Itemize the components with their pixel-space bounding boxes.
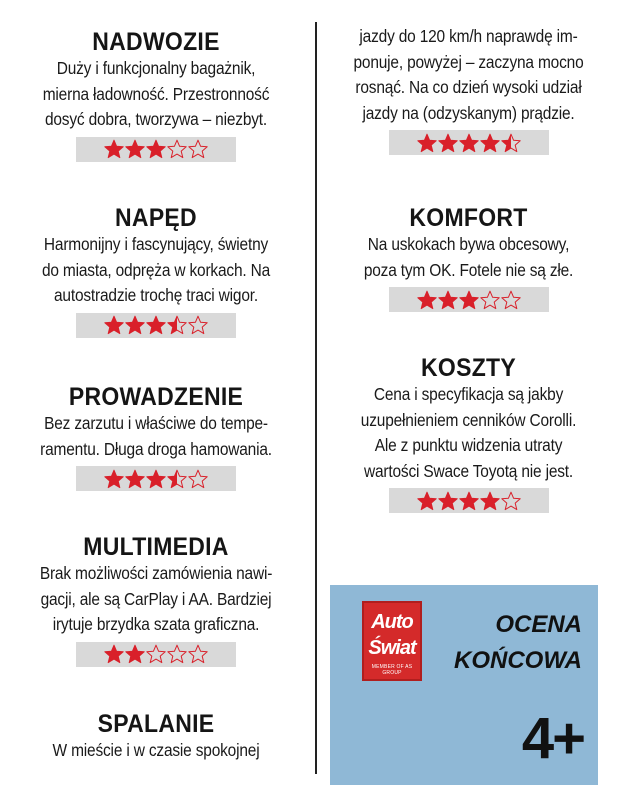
star-empty-icon [167, 139, 187, 159]
section-naped [0, 204, 312, 338]
star-rating [76, 466, 236, 491]
star-full-icon [438, 290, 458, 310]
logo-text: Świat [368, 637, 416, 659]
star-empty-icon [167, 644, 187, 664]
text-line: dosyć dobra, tworzywa – niezbyt. [44, 109, 268, 129]
section-title: MULTIMEDIA [83, 533, 229, 561]
section-prowadzenie [0, 383, 312, 491]
section-text [16, 411, 297, 462]
final-score-box [330, 585, 598, 785]
section-text [335, 24, 602, 126]
section-title: SPALANIE [97, 710, 215, 738]
text-line: gacji, ale są CarPlay i AA. Bardziej [40, 588, 272, 609]
star-rating [76, 137, 236, 162]
text-line: uzupełnieniem cenników Corolli. [360, 409, 577, 430]
label-line: KOŃCOWA [454, 647, 582, 674]
section-text [335, 382, 602, 484]
star-half-icon [167, 469, 187, 489]
star-empty-icon [188, 139, 208, 159]
text-line: wartości Swace Toyotą nie jest. [363, 460, 574, 481]
star-full-icon [104, 469, 124, 489]
star-empty-icon [501, 491, 521, 511]
star-full-icon [438, 491, 458, 511]
text-line: irytuje brzydka szata graficzna. [52, 614, 260, 634]
star-rating [389, 287, 549, 312]
section-nadwozie [0, 28, 312, 162]
star-full-icon [480, 491, 500, 511]
star-empty-icon [188, 469, 208, 489]
star-empty-icon [501, 290, 521, 310]
star-empty-icon [480, 290, 500, 310]
star-full-icon [104, 644, 124, 664]
star-full-icon [146, 315, 166, 335]
text-line: Harmonijny i fascynujący, świetny [43, 234, 269, 254]
star-full-icon [417, 133, 437, 153]
text-line: ramentu. Długa droga hamowania. [40, 438, 272, 459]
text-line: Na uskokach bywa obcesowy, [367, 234, 570, 254]
star-full-icon [125, 644, 145, 664]
star-full-icon [438, 133, 458, 153]
section-text [335, 232, 602, 283]
final-score-label [442, 607, 582, 679]
section-title: NADWOZIE [92, 28, 220, 56]
section-text [16, 561, 297, 638]
star-full-icon [459, 491, 479, 511]
star-half-icon [501, 133, 521, 153]
star-full-icon [104, 139, 124, 159]
section-title: KOSZTY [421, 354, 516, 382]
star-full-icon [417, 290, 437, 310]
text-line: Ale z punktu widzenia utraty [374, 435, 563, 455]
star-full-icon [417, 491, 437, 511]
star-full-icon [146, 139, 166, 159]
auto-swiat-logo [362, 601, 422, 681]
star-full-icon [146, 469, 166, 489]
text-line: autostradzie trochę traci wigor. [53, 285, 259, 305]
star-full-icon [125, 139, 145, 159]
section-koszty [320, 354, 617, 513]
text-line: W mieście i w czasie spokojnej [52, 740, 260, 760]
star-empty-icon [146, 644, 166, 664]
text-line: rosnąć. Na co dzień wysoki udział [355, 77, 582, 97]
section-multimedia [0, 533, 312, 667]
text-line: Cena i specyfikacja są jakby [373, 384, 564, 404]
star-rating [389, 130, 549, 155]
star-full-icon [480, 133, 500, 153]
star-full-icon [104, 315, 124, 335]
final-score-value: 4+ [521, 706, 584, 771]
section-text [16, 738, 297, 764]
section-title: PROWADZENIE [68, 383, 244, 411]
text-line: jazdy na (odzyskanym) prądzie. [362, 102, 575, 123]
text-line: poza tym OK. Fotele nie są złe. [363, 259, 574, 280]
text-line: Bez zarzutu i właściwe do tempe- [44, 413, 268, 433]
section-text [16, 56, 297, 133]
section-spalanie [0, 710, 312, 764]
logo-member-text: MEMBER OF AS GROUP [371, 664, 413, 676]
text-line: mierna ładowność. Przestronność [42, 83, 270, 104]
star-full-icon [125, 315, 145, 335]
text-line: ponuje, powyżej – zaczyna mocno [353, 51, 584, 72]
section-komfort [320, 204, 617, 312]
column-divider [315, 22, 317, 774]
section-text [16, 232, 297, 309]
star-full-icon [459, 133, 479, 153]
star-rating [389, 488, 549, 513]
section-spalanie-continued [320, 24, 617, 155]
text-line: do miasta, odpręża w korkach. Na [41, 259, 271, 280]
logo-text: Auto [371, 611, 413, 633]
star-empty-icon [188, 644, 208, 664]
star-rating [76, 642, 236, 667]
section-title: KOMFORT [409, 204, 528, 232]
star-half-icon [167, 315, 187, 335]
star-full-icon [125, 469, 145, 489]
star-rating [76, 313, 236, 338]
text-line: Duży i funkcjonalny bagażnik, [56, 58, 256, 78]
text-line: Brak możliwości zamówienia nawi- [39, 563, 273, 583]
section-title: NAPĘD [115, 204, 197, 232]
star-full-icon [459, 290, 479, 310]
star-empty-icon [188, 315, 208, 335]
text-line: jazdy do 120 km/h naprawdę im- [359, 26, 578, 46]
label-line: OCENA [495, 611, 582, 638]
